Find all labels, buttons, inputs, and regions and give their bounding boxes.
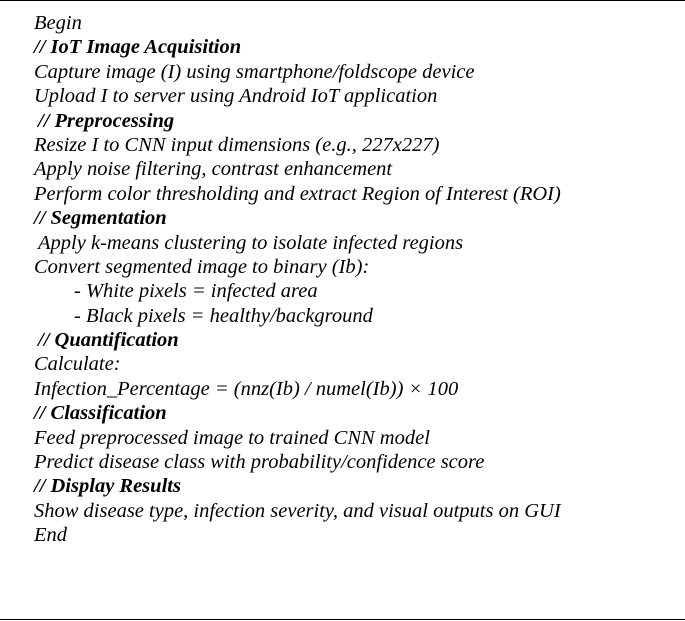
algorithm-step: Convert segmented image to binary (Ib): xyxy=(34,255,370,278)
algorithm-step: Perform color thresholding and extract Region of Interest (ROI) xyxy=(34,182,561,205)
section-heading: // Preprocessing xyxy=(38,109,175,132)
algorithm-step: Infection_Percentage = (nnz(Ib) / numel(Ib)) × 100 xyxy=(34,377,459,400)
section-heading: // Quantification xyxy=(38,329,179,352)
algorithm-step: Apply k-means clustering to isolate infected regions xyxy=(38,231,464,254)
algorithm-step: Feed preprocessed image to trained CNN model xyxy=(34,426,430,449)
algorithm-step: Upload I to server using Android IoT application xyxy=(34,85,438,108)
algorithm-step: Apply noise filtering, contrast enhancement xyxy=(34,158,393,181)
algorithm-step: Show disease type, infection severity, and visual outputs on GUI xyxy=(34,499,561,522)
section-heading: // Classification xyxy=(34,402,167,425)
algorithm-step: - White pixels = infected area xyxy=(74,280,318,303)
section-heading: // IoT Image Acquisition xyxy=(34,36,242,59)
algorithm-step: Resize I to CNN input dimensions (e.g., 227x227) xyxy=(34,133,440,156)
section-heading: // Segmentation xyxy=(34,207,167,230)
begin-keyword: Begin xyxy=(34,12,82,34)
algorithm-step: Predict disease class with probability/confidence score xyxy=(34,451,485,474)
algorithm-step: Calculate: xyxy=(34,353,121,376)
algorithm-step: Capture image (I) using smartphone/foldscope device xyxy=(34,60,475,83)
section-heading: // Display Results xyxy=(34,475,181,498)
algorithm-lines xyxy=(0,11,685,548)
end-keyword: End xyxy=(34,524,68,547)
algorithm-step: - Black pixels = healthy/background xyxy=(74,304,373,327)
